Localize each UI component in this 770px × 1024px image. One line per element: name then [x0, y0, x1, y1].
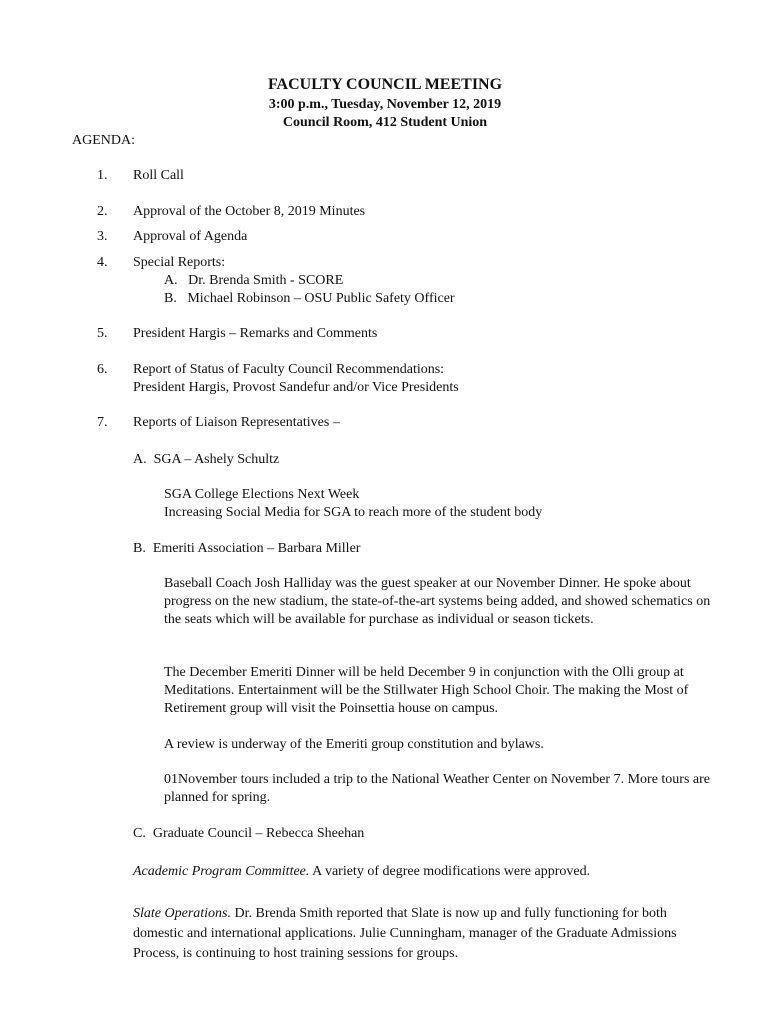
apc-text: A variety of degree modifications were approved. — [309, 864, 591, 879]
meeting-datetime: 3:00 p.m., Tuesday, November 12, 2019 — [268, 97, 502, 112]
emeriti-paragraph: The December Emeriti Dinner will be held December 9 in conjunction with the Olli group at Meditations. Entertainment will be the Stillwater High School Choir. The making the Most of Retirement group will visit the Poinsettia house on campus. — [164, 665, 689, 716]
apc-title: Academic Program Committee. — [133, 864, 310, 879]
liaison-heading-sga: A. SGA – Ashely Schultz — [133, 452, 280, 467]
sga-note: SGA College Elections Next Week — [164, 487, 360, 502]
agenda-item: Approval of the October 8, 2019 Minutes — [133, 204, 366, 219]
item-number: 1. — [97, 168, 108, 183]
slate-text: Dr. Brenda Smith reported that Slate is now up and fully functioning for both domestic and international applications. Julie Cunningham, manager of the Graduate Admissions Process, is continuing to host training sessions for groups. — [133, 906, 677, 961]
emeriti-paragraph: Baseball Coach Josh Halliday was the guest speaker at our November Dinner. He spoke about progress on the new stadium, the state-of-the-art systems being added, and showed schematics on the seats which will be available for purchase as individual or season tickets. — [164, 576, 711, 627]
item-number: 3. — [97, 229, 108, 244]
apc-paragraph — [133, 863, 590, 881]
item-number: 7. — [97, 415, 108, 430]
page-title: FACULTY COUNCIL MEETING — [267, 76, 503, 93]
slate-title: Slate Operations. — [133, 906, 231, 921]
item-number: 5. — [97, 326, 108, 341]
emeriti-paragraph: A review is underway of the Emeriti group constitution and bylaws. — [164, 737, 544, 752]
agenda-item-continuation: President Hargis, Provost Sandefur and/or Vice Presidents — [133, 380, 459, 395]
liaison-heading-graduate: C. Graduate Council – Rebecca Sheehan — [133, 826, 365, 841]
special-report: B. Michael Robinson – OSU Public Safety Officer — [164, 291, 455, 306]
agenda-item: Report of Status of Faculty Council Recommendations: — [133, 362, 445, 377]
agenda-label: AGENDA: — [72, 133, 135, 148]
sga-note: Increasing Social Media for SGA to reach more of the student body — [164, 505, 543, 520]
liaison-heading-emeriti: B. Emeriti Association – Barbara Miller — [133, 541, 361, 556]
special-report: A. Dr. Brenda Smith - SCORE — [164, 273, 344, 288]
item-number: 6. — [97, 362, 108, 377]
emeriti-paragraph: 01November tours included a trip to the National Weather Center on November 7. More tours are planned for spring. — [164, 772, 711, 805]
item-number: 4. — [97, 255, 108, 270]
agenda-item: Roll Call — [133, 168, 184, 183]
item-number: 2. — [97, 204, 108, 219]
agenda-item: President Hargis – Remarks and Comments — [133, 326, 378, 341]
slate-paragraph — [133, 904, 713, 964]
agenda-item: Special Reports: — [133, 255, 226, 270]
agenda-item: Approval of Agenda — [133, 229, 248, 244]
agenda-item: Reports of Liaison Representatives – — [133, 415, 340, 430]
meeting-location: Council Room, 412 Student Union — [282, 115, 488, 130]
